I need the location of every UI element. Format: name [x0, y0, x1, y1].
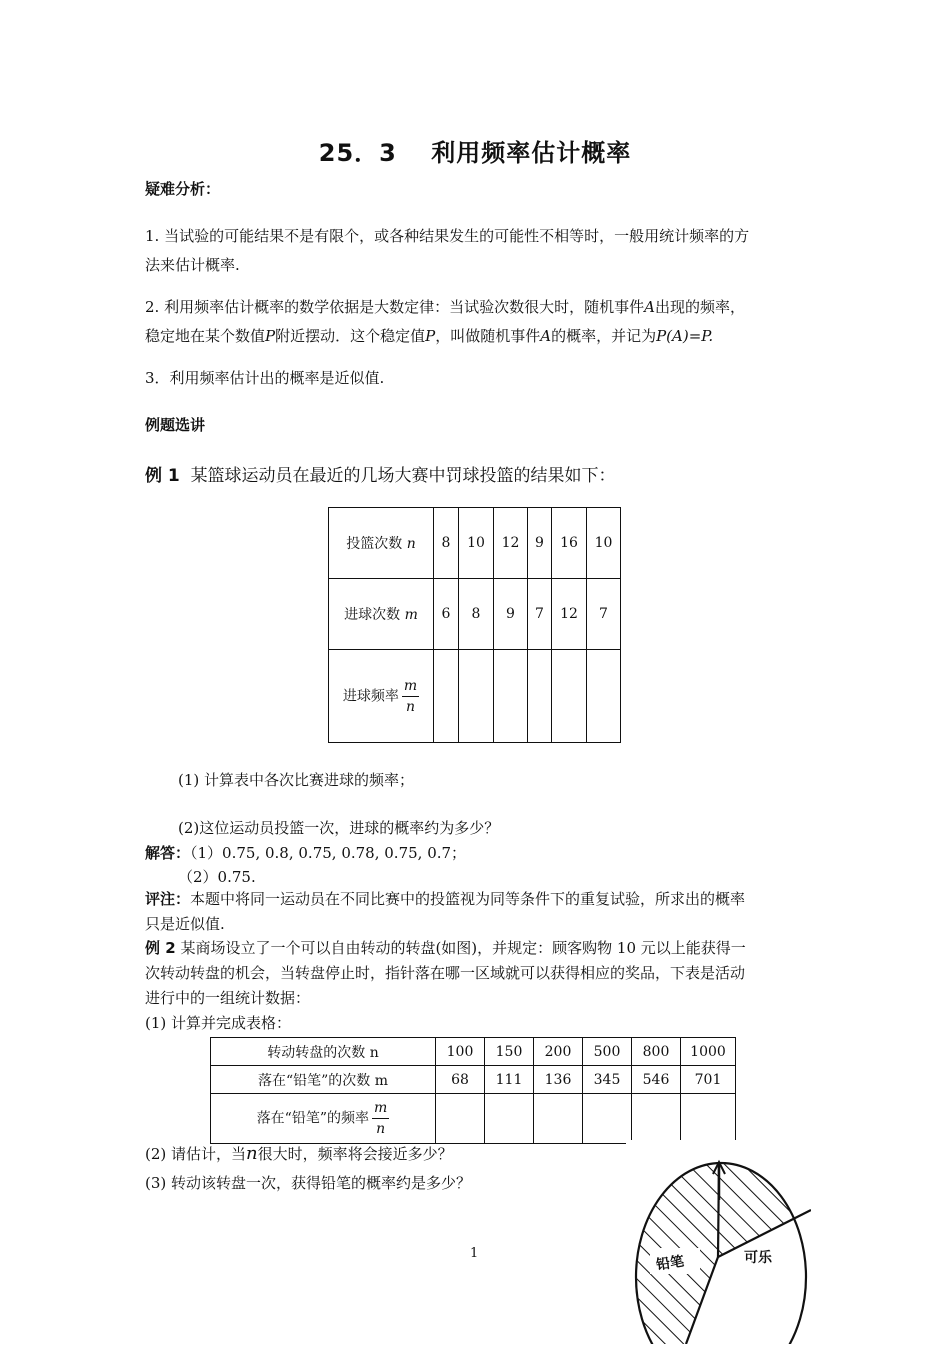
row-header-pencil-frequency: [211, 1094, 436, 1144]
table-row: [329, 508, 621, 579]
example-2-question-1: (1) 计算并完成表格：: [145, 1014, 292, 1032]
examples-heading: 例题选讲: [145, 416, 206, 434]
example-2-line-1: [145, 936, 810, 961]
text: 出现的频率，: [654, 298, 745, 316]
text: 很大时，频率将会接近多少？: [257, 1145, 453, 1163]
comment-label: 评注：: [145, 890, 191, 908]
table-row: [329, 579, 621, 650]
example-2-label: 例 2: [145, 939, 176, 957]
analysis-point-2-line-2: [145, 322, 810, 351]
table-cell: 200: [534, 1038, 583, 1066]
analysis-point-1: [145, 222, 810, 280]
analysis-point-1-line-1: 1. 当试验的可能结果不是有限个，或各种结果发生的可能性不相等时，一般用统计频率的方: [145, 227, 750, 245]
analysis-point-1-line-2: 法来估计概率.: [145, 256, 240, 274]
spinner-label-pencil: 铅笔: [655, 1253, 686, 1274]
answer-cell[interactable]: [494, 650, 528, 743]
table-cell: 9: [494, 579, 528, 650]
answer-cell[interactable]: [528, 650, 552, 743]
table-cell: 546: [632, 1066, 681, 1094]
example-1-question-2: (2)这位运动员投篮一次，进球的概率约为多少？: [178, 819, 500, 837]
analysis-point-2: [145, 293, 810, 351]
text: ，叫做随机事件: [435, 327, 541, 345]
comment-line-2: 只是近似值.: [145, 915, 225, 933]
example-2-line-2: 次转动转盘的机会，当转盘停止时，指针落在哪一区域就可以获得相应的奖品，下表是活动: [145, 964, 746, 982]
comment-line-1: [145, 887, 810, 912]
example-2-question-3: (3) 转动该转盘一次，获得铅笔的概率约是多少？: [145, 1174, 472, 1192]
table-cell: 100: [436, 1038, 485, 1066]
denominator: n: [405, 698, 416, 715]
page-title: 25．3 利用频率估计概率: [318, 139, 632, 167]
answer-cell[interactable]: [681, 1094, 736, 1144]
analysis-heading: 疑难分析：: [145, 180, 221, 198]
answer-cell[interactable]: [583, 1094, 632, 1144]
row-header-spins: 转动转盘的次数 n: [211, 1038, 436, 1066]
table-cell: 500: [583, 1038, 632, 1066]
table-cell: 16: [552, 508, 587, 579]
spinner-label-cola: 可乐: [744, 1250, 772, 1266]
answer-cell[interactable]: [485, 1094, 534, 1144]
table-cell: 1000: [681, 1038, 736, 1066]
answer-cell[interactable]: [632, 1094, 681, 1144]
fraction-m-over-n: [402, 676, 419, 717]
answer-cell[interactable]: [434, 650, 459, 743]
row-label: 进球频率: [342, 688, 399, 704]
text: 稳定地在某个数值: [145, 327, 266, 345]
answer-part-1: （1）0.75, 0.8, 0.75, 0.78, 0.75, 0.7；: [190, 844, 467, 862]
spinner-figure: [626, 1140, 811, 1344]
shooting-results-table: [328, 507, 621, 743]
var-n: n: [246, 1143, 258, 1164]
table-cell: 136: [534, 1066, 583, 1094]
example-2-text: 某商场设立了一个可以自由转动的转盘(如图)，并规定：顾客购物 10 元以上能获得一: [180, 939, 746, 957]
denominator: n: [376, 1121, 386, 1137]
example-1-statement: [145, 461, 616, 486]
table-cell: 8: [459, 579, 494, 650]
fraction-m-over-n: [372, 1098, 389, 1139]
answer-cell[interactable]: [552, 650, 587, 743]
table-cell: 8: [434, 508, 459, 579]
table-cell: 111: [485, 1066, 534, 1094]
table-cell: 150: [485, 1038, 534, 1066]
pencil-sector-upper: [718, 1140, 811, 1257]
example-2-line-3: 进行中的一组统计数据：: [145, 989, 311, 1007]
text: 的概率，并记为: [551, 327, 657, 345]
row-header-pencil-count: 落在“铅笔”的次数 m: [211, 1066, 436, 1094]
answer-cell[interactable]: [587, 650, 621, 743]
var-p: P: [425, 327, 436, 345]
table-cell: 701: [681, 1066, 736, 1094]
spinner-statistics-table: [210, 1037, 736, 1144]
text: 附近摆动．这个稳定值: [275, 327, 426, 345]
table-cell: 12: [552, 579, 587, 650]
example-2-question-2: [145, 1143, 453, 1164]
table-row: [329, 650, 621, 743]
table-cell: 6: [434, 579, 459, 650]
analysis-point-2-line-1: [145, 293, 810, 322]
text: 2. 利用频率估计概率的数学依据是大数定律：当试验次数很大时，随机事件: [145, 298, 645, 316]
table-cell: 68: [436, 1066, 485, 1094]
row-header-shots: [329, 508, 434, 579]
page-number: 1: [470, 1246, 479, 1261]
row-label: 进球次数: [344, 607, 401, 623]
analysis-point-3: 3．利用频率估计出的概率是近似值.: [145, 369, 385, 387]
row-label: 投篮次数: [346, 536, 403, 552]
var-a: A: [644, 298, 655, 316]
spinner-wheel-icon: [626, 1140, 811, 1344]
numerator: m: [372, 1098, 389, 1119]
table-row: [211, 1038, 736, 1066]
example-1-answer-2: （2）0.75.: [178, 868, 256, 886]
answer-cell[interactable]: [436, 1094, 485, 1144]
table-cell: 7: [587, 579, 621, 650]
row-header-frequency: [329, 650, 434, 743]
example-1-label: 例 1: [145, 466, 180, 486]
table-cell: 10: [459, 508, 494, 579]
row-header-goals: [329, 579, 434, 650]
example-1-comment: [145, 887, 810, 937]
table-cell: 345: [583, 1066, 632, 1094]
table-cell: 9: [528, 508, 552, 579]
example-1-text: 某篮球运动员在最近的几场大赛中罚球投篮的结果如下：: [190, 466, 616, 486]
text: (2) 请估计，当: [145, 1145, 247, 1163]
table-cell: 12: [494, 508, 528, 579]
example-1-question-1: (1) 计算表中各次比赛进球的频率；: [178, 771, 415, 789]
row-label: 落在“铅笔”的频率: [256, 1110, 370, 1127]
comment-text: 本题中将同一运动员在不同比赛中的投篮视为同等条件下的重复试验，所求出的概率: [190, 890, 746, 908]
table-cell: 10: [587, 508, 621, 579]
example-1-answer: [145, 842, 466, 863]
numerator: m: [402, 676, 419, 697]
answer-cell[interactable]: [534, 1094, 583, 1144]
var-a: A: [540, 327, 552, 345]
table-cell: 7: [528, 579, 552, 650]
table-cell: 800: [632, 1038, 681, 1066]
example-2-statement: [145, 936, 810, 1036]
var-n: n: [406, 536, 416, 552]
var-p: P: [265, 327, 276, 345]
probability-formula: P(A)=P.: [656, 327, 714, 345]
table-row: [211, 1066, 736, 1094]
answer-label: 解答：: [145, 844, 191, 862]
var-m: m: [404, 607, 418, 623]
answer-cell[interactable]: [459, 650, 494, 743]
table-row: [211, 1094, 736, 1144]
